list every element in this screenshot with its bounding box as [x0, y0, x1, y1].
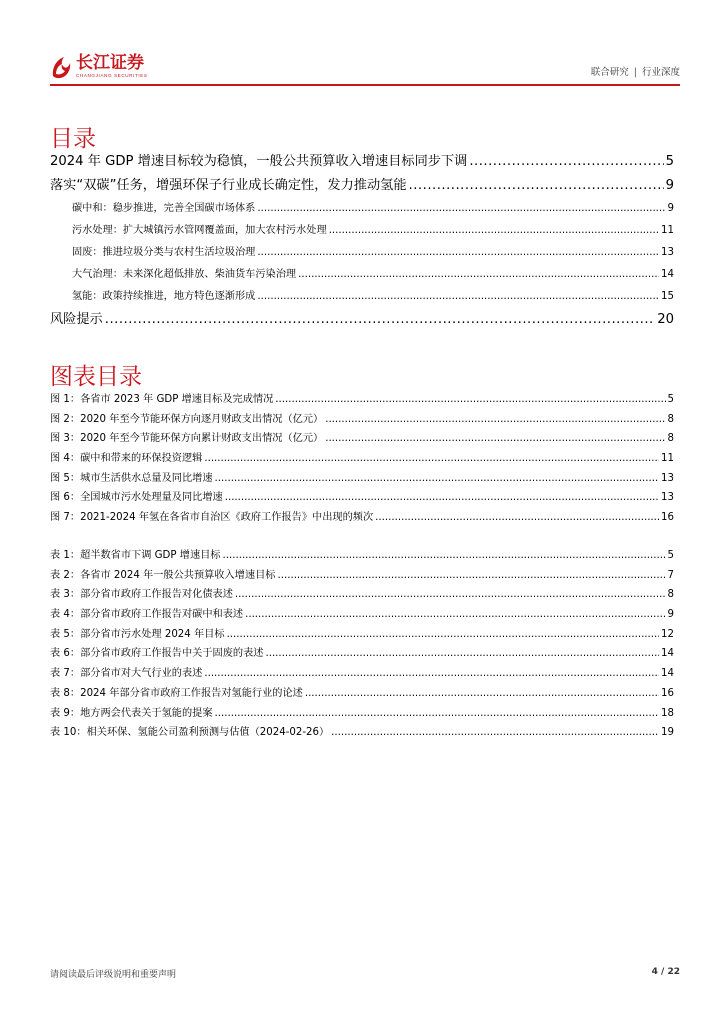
toc-entry[interactable]: 风险提示 ..... 20 — [50, 308, 674, 332]
page-number: 4 / 22 — [651, 967, 680, 977]
report-category: 行业深度 — [641, 67, 680, 78]
page-header — [50, 48, 680, 84]
report-type-label — [591, 64, 680, 78]
table-entry[interactable]: 表 1：超半数省市下调 GDP 增速目标 ..... 5 — [50, 546, 674, 566]
toc-entry[interactable]: 落实“双碳”任务，增强环保子行业成长确定性，发力推动氢能 ..... 9 — [50, 174, 674, 198]
table-list — [50, 546, 674, 743]
figure-entry[interactable]: 图 6：全国城市污水处理量及同比增速 ..... 13 — [50, 488, 674, 508]
figure-entry[interactable]: 图 2：2020 年至今节能环保方向逐月财政支出情况（亿元） ..... 8 — [50, 410, 674, 430]
table-entry[interactable]: 表 2：各省市 2024 年一般公共预算收入增速目标 ..... 7 — [50, 566, 674, 586]
toc-entry[interactable]: 2024 年 GDP 增速目标较为稳慎，一般公共预算收入增速目标同步下调 ..... 5 — [50, 150, 674, 174]
logo-chinese-name: 长江证券 — [76, 53, 144, 74]
table-entry[interactable]: 表 7：部分省市对大气行业的表述 ..... 14 — [50, 664, 674, 684]
table-entry[interactable]: 表 8：2024 年部分省市政府工作报告对氢能行业的论述 ..... 16 — [50, 684, 674, 704]
toc-subentry[interactable]: 固废：推进垃圾分类与农村生活垃圾治理 ..... 13 — [50, 242, 674, 264]
figures-title: 图表目录 — [50, 364, 142, 390]
toc-subentry[interactable]: 大气治理：未来深化超低排放、柴油货车污染治理 ..... 14 — [50, 264, 674, 286]
table-entry[interactable]: 表 6：部分省市政府工作报告中关于固废的表述 ..... 14 — [50, 644, 674, 664]
table-entry[interactable]: 表 9：地方两会代表关于氢能的提案 ..... 18 — [50, 704, 674, 724]
figure-entry[interactable]: 图 7：2021-2024 年氢在各省市自治区《政府工作报告》中出现的频次 ..... 16 — [50, 508, 674, 528]
toc-subentry[interactable]: 碳中和：稳步推进，完善全国碳市场体系 ..... 9 — [50, 198, 674, 220]
company-logo — [50, 52, 148, 82]
figure-list — [50, 390, 674, 528]
table-of-contents — [50, 150, 674, 332]
logo-english-name: CHANGJIANG SECURITIES — [76, 73, 148, 79]
header-separator: | — [633, 67, 637, 78]
figure-entry[interactable]: 图 1：各省市 2023 年 GDP 增速目标及完成情况 ..... 5 — [50, 390, 674, 410]
table-entry[interactable]: 表 10：相关环保、氢能公司盈利预测与估值（2024-02-26） ..... 19 — [50, 723, 674, 743]
figure-entry[interactable]: 图 3：2020 年至今节能环保方向累计财政支出情况（亿元） ..... 8 — [50, 429, 674, 449]
footer-disclaimer: 请阅读最后评级说明和重要声明 — [50, 970, 177, 980]
figure-entry[interactable]: 图 5：城市生活供水总量及同比增速 ..... 13 — [50, 469, 674, 489]
header-divider — [50, 84, 680, 86]
logo-emblem-icon — [50, 54, 72, 80]
toc-title: 目录 — [50, 126, 96, 152]
figure-entry[interactable]: 图 4：碳中和带来的环保投资逻辑 ..... 11 — [50, 449, 674, 469]
toc-subentry[interactable]: 氢能：政策持续推进，地方特色逐渐形成 ..... 15 — [50, 286, 674, 308]
table-entry[interactable]: 表 3：部分省市政府工作报告对化债表述 ..... 8 — [50, 585, 674, 605]
toc-subentry[interactable]: 污水处理：扩大城镇污水管网覆盖面，加大农村污水处理 ..... 11 — [50, 220, 674, 242]
report-type: 联合研究 — [590, 67, 629, 78]
table-entry[interactable]: 表 5：部分省市污水处理 2024 年目标 ..... 12 — [50, 625, 674, 645]
table-entry[interactable]: 表 4：部分省市政府工作报告对碳中和表述 ..... 9 — [50, 605, 674, 625]
